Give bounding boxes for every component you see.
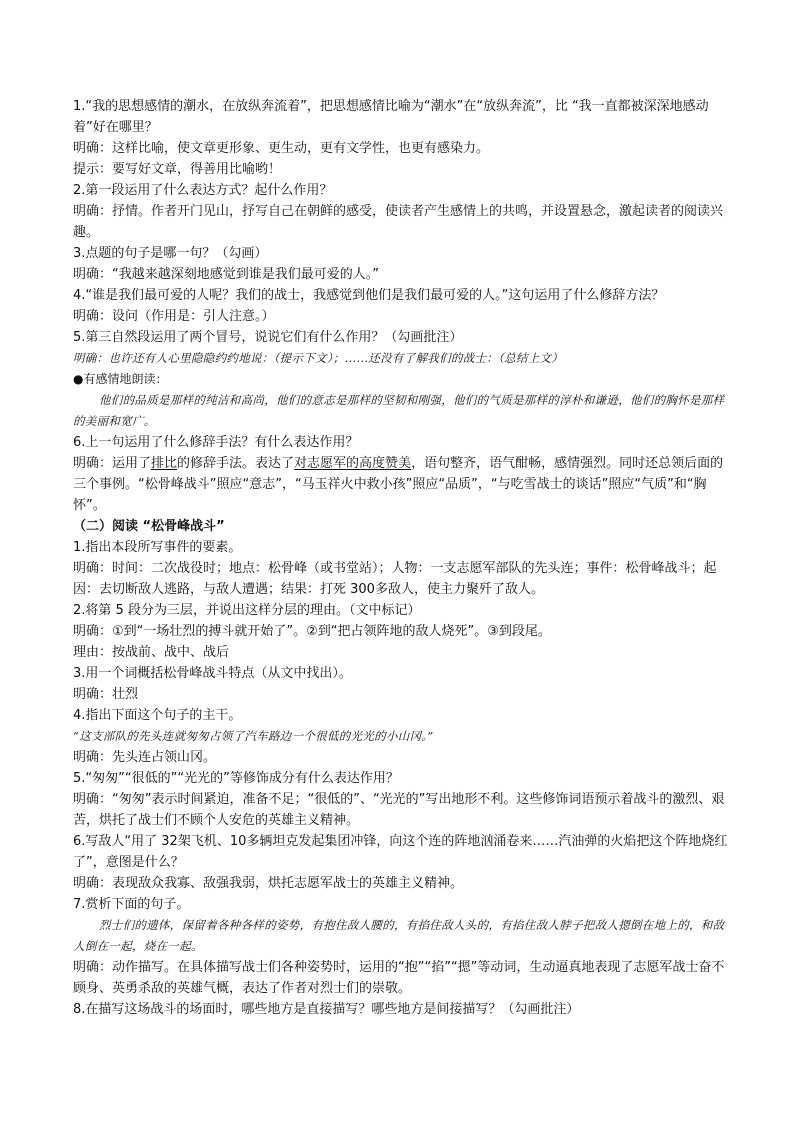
sentence-13: 烈士们的遗体，保留着各种各样的姿势，有抱住敌人腰的，有掐住敌人头的，有掐住敌人脖子把敌人摁倒在地上的，和敌人倒在一起，烧在一起。 <box>73 918 725 953</box>
question-9: 3.用一个词概括松骨峰战斗特点（从文中找出）。 <box>73 666 352 681</box>
question-4: 4.“谁是我们最可爱的人呢？我们的战士，我感觉到他们是我们最可爱的人。”这句运用了什么修辞方法？ <box>73 288 665 303</box>
answer-13: 明确：动作描写。在具体描写战士们各种姿势时，运用的“抱”“掐”“摁”等动词，生动逼真地表现了志愿军战士奋不顾身、英勇杀敌的英雄气概，表达了作者对烈士们的崇敬。 <box>73 960 725 996</box>
question-12: 6.写敌人“用了 32架飞机、10多辆坦克发起集团冲锋，向这个连的阵地汹涌卷来……汽油弹的火焰把这个阵地烧红了”，意图是什么？ <box>73 834 728 870</box>
answer-6-rest: ，语句整齐，语气酣畅，感情强烈。同时还总领后面的三个事例。“松骨峰战斗”照应“意志”，“马玉祥火中救小孩”照应“品质”，“与吃雪战士的谈话”照应“气质”和“胸怀”。 <box>73 456 724 513</box>
question-6: 6.上一句运用了什么修辞手法？有什么表达作用？ <box>73 435 359 450</box>
answer-11: 明确：“匆匆”表示时间紧迫，准备不足；“很低的”、“光光的”写出地形不利。这些修饰词语预示着战斗的激烈、艰苦，烘托了战士们不顾个人安危的英雄主义精神。 <box>73 792 725 828</box>
question-5: 5.第三自然段运用了两个冒号，说说它们有什么作用？（勾画批注） <box>73 330 463 345</box>
question-1: 1.“我的思想感情的潮水，在放纵奔流着”，把思想感情比喻为“潮水”在“放纵奔流”，比 “我一直都被深深地感动着”好在哪里？ <box>73 99 709 135</box>
answer-6-underline-parallelism: 排比 <box>151 456 178 471</box>
answer-6-mid: 的修辞手法。表达了 <box>177 456 295 471</box>
answer-9: 明确：壮烈 <box>73 687 139 702</box>
document-page <box>73 96 729 1020</box>
reading-passage: 他们的品质是那样的纯洁和高尚，他们的意志是那样的坚韧和刚强，他们的气质是那样的淳朴和谦逊，他们的胸怀是那样的美丽和宽广。 <box>73 393 725 428</box>
question-2: 2.第一段运用了什么表达方式？起什么作用？ <box>73 183 333 198</box>
answer-1: 明确：这样比喻，使文章更形象、更生动，更有文学性，也更有感染力。 <box>73 141 490 156</box>
answer-2: 明确：抒情。作者开门见山，抒写自己在朝鲜的感受，使读者产生感情上的共鸣，并设置悬念，激起读者的阅读兴趣。 <box>73 204 724 240</box>
answer-7: 明确：时间：二次战役时；地点：松骨峰（或书堂站）；人物：一支志愿军部队的先头连；事件：松骨峰战斗；起因：去切断敌人逃路，与敌人遭遇；结果：打死 300多敌人，使主力聚歼了敌人。 <box>73 561 717 597</box>
answer-3: 明确：“我越来越深刻地感觉到谁是我们最可爱的人。” <box>73 267 379 282</box>
question-11: 5.“匆匆”“很低的”“光光的”等修饰成分有什么表达作用？ <box>73 771 399 786</box>
section-heading-2: （二）阅读 “松骨峰战斗” <box>73 519 225 534</box>
answer-5: 明确：也许还有人心里隐隐约约地说：（提示下文）；……还没有了解我们的战士：（总结上文） <box>73 351 564 365</box>
question-8: 2.将第 5 段分为三层，并说出这样分层的理由。（文中标记） <box>73 603 421 618</box>
question-13: 7.赏析下面的句子。 <box>73 897 190 912</box>
question-10: 4.指出下面这个句子的主干。 <box>73 708 242 723</box>
question-3: 3.点题的句子是哪一句？（勾画） <box>73 246 268 261</box>
answer-4: 明确：设问（作用是：引人注意。） <box>73 309 275 324</box>
answer-10: 明确：先头连占领山冈。 <box>73 750 217 765</box>
reading-heading: ●有感情地朗读： <box>73 372 168 386</box>
question-7: 1.指出本段所写事件的要素。 <box>73 540 242 555</box>
sentence-10: “这支部队的先头连就匆匆占领了汽车路边一个很低的光光的小山冈。” <box>73 729 434 743</box>
tip-1: 提示：要写好文章，得善用比喻哟！ <box>73 162 282 177</box>
answer-6-underline-praise: 对志愿军的高度赞美 <box>294 456 412 471</box>
reason-8: 理由：按战前、战中、战后 <box>73 645 230 660</box>
answer-6 <box>73 453 729 516</box>
question-14: 8.在描写这场战斗的场面时，哪些地方是直接描写？哪些地方是间接描写？（勾画批注） <box>73 1002 580 1017</box>
answer-6-prefix: 明确：运用了 <box>73 456 152 471</box>
answer-8: 明确：①到“一场壮烈的搏斗就开始了”。②到“把占领阵地的敌人烧死”。③到段尾。 <box>73 624 551 639</box>
answer-12: 明确：表现敌众我寡、敌强我弱，烘托志愿军战士的英雄主义精神。 <box>73 876 464 891</box>
